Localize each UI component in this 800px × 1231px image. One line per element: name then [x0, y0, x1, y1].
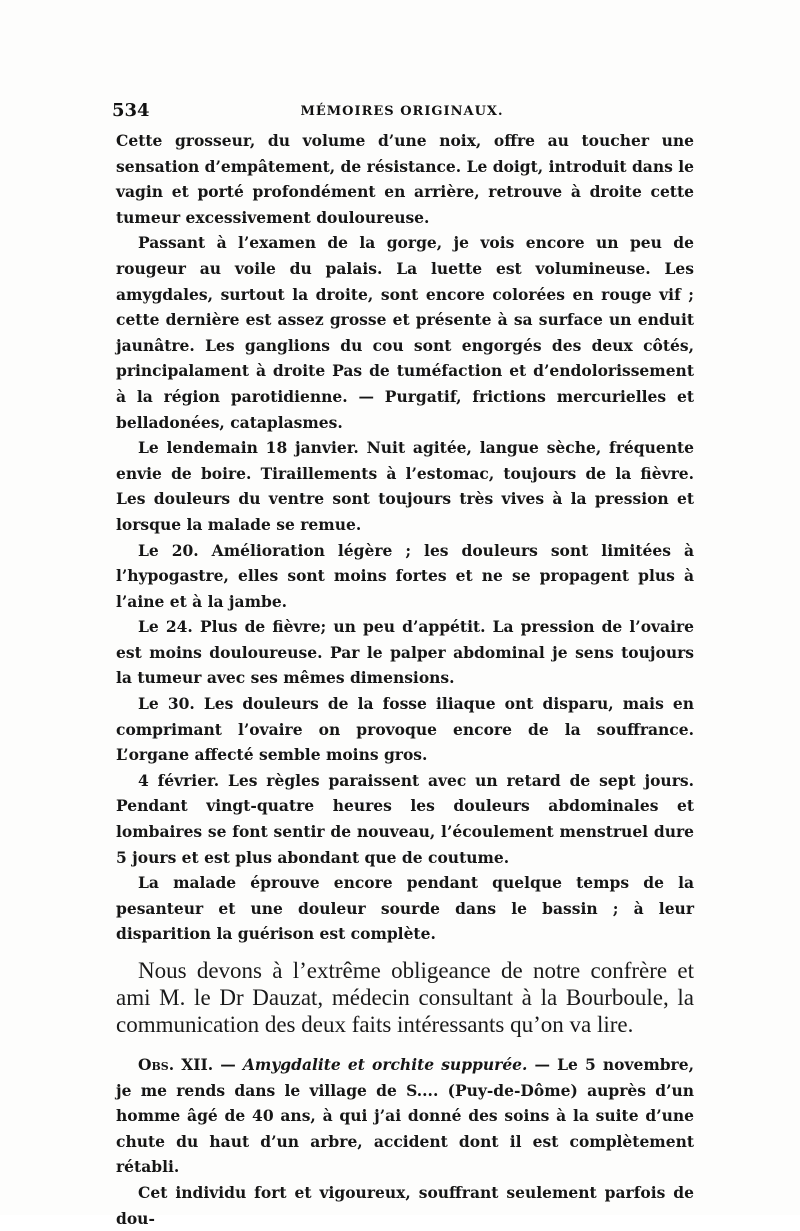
paragraph: La malade éprouve encore pendant quelque temps de la pesanteur et une douleur sourde dans le bassin ; à leur disparition la guérison est complète. — [116, 873, 694, 944]
paragraph: Le 20. Amélioration légère ; les douleurs sont limitées à l’hypogastre, elles sont moins fortes et ne se propagent plus à l’aine et à la jambe. — [116, 540, 694, 611]
paragraph: Le 30. Les douleurs de la fosse iliaque ont disparu, mais en comprimant l’ovaire on provoque encore de la souffrance. L’organe affecté semble moins gros. — [116, 694, 694, 765]
paragraph: Le 24. Plus de fièvre; un peu d’appétit. La pression de l’ovaire est moins douloureuse. Par le palper abdominal je sens toujours la tumeur avec ses mêmes dimensions. — [116, 617, 694, 688]
page-body — [116, 128, 694, 1231]
editorial-note: Nous devons à l’extrême obligeance de notre confrère et ami M. le Dr Dauzat, médecin consultant à la Bourboule, la communication des deux faits intéressants qu’on va lire. — [116, 958, 694, 1037]
paragraph: Passant à l’examen de la gorge, je vois encore un peu de rougeur au voile du palais. La luette est volumineuse. Les amygdales, surtout la droite, sont encore colorées en rouge vif ; cette dernière est assez grosse et présente à sa surface un enduit jaunâtre. Les ganglions du cou sont engorgés des deux côtés, principalament à droite Pas de tuméfaction et d’endolorissement à la région parotidienne. — Purgatif, frictions mercurielles et belladonées, cataplasmes. — [116, 233, 694, 432]
running-title: MÉMOIRES ORIGINAUX. — [300, 104, 504, 119]
paragraph: Le lendemain 18 janvier. Nuit agitée, langue sèche, fréquente envie de boire. Tiraillements à l’estomac, toujours de la fièvre. Les douleurs du ventre sont toujours très vives à la pression et lorsque la malade se remue. — [116, 438, 694, 534]
page-header — [112, 100, 692, 130]
page-number: 534 — [112, 100, 150, 121]
paragraph: 4 février. Les règles paraissent avec un retard de sept jours. Pendant vingt-quatre heures les douleurs abdominales et lombaires se font sentir de nouveau, l’écoulement menstruel dure 5 jours et est plus abondant que de coutume. — [116, 770, 694, 867]
paragraph: Cet individu fort et vigoureux, souffrant seulement parfois de dou- — [116, 1182, 694, 1228]
observation-text: — Le 5 novembre, je me rends dans le village de S.... (Puy-de-Dôme) auprès d’un homme âgé de 40 ans, à qui j’ai donné des soins à la suite d’une chute du haut d’un arbre, accident dont il est complètement rétabli. — [116, 1055, 694, 1177]
observation-label: Obs. XII. — — [138, 1055, 236, 1074]
observation-paragraph — [116, 1052, 694, 1180]
observation-title: Amygdalite et orchite suppurée. — [242, 1055, 528, 1074]
paragraph: Cette grosseur, du volume d’une noix, offre au toucher une sensation d’empâtement, de résistance. Le doigt, introduit dans le vagin et porté profondément en arrière, retrouve à droite cette tumeur excessivement douloureuse. — [116, 131, 694, 227]
